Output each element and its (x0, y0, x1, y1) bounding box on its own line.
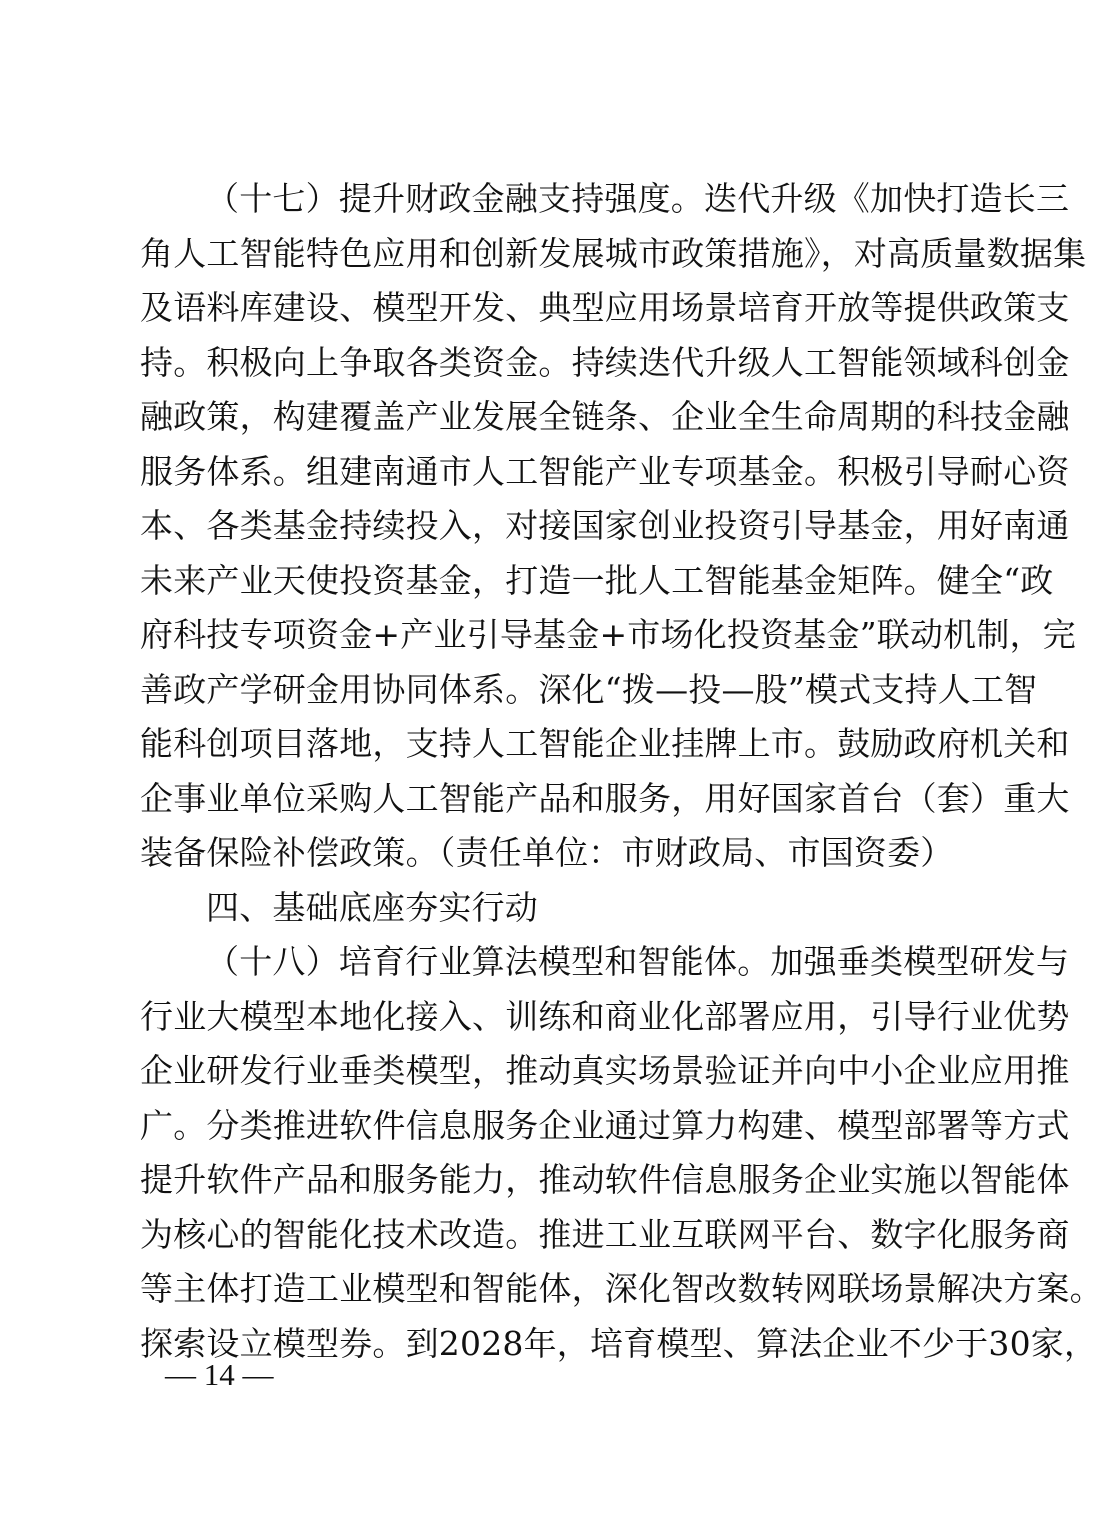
text-line: 广。分类推进软件信息服务企业通过算力构建、模型部署等方式 (140, 1105, 1070, 1145)
text-line: 企事业单位采购人工智能产品和服务，用好国家首台（套）重大 (140, 778, 1070, 818)
text-line: 探索设立模型券。到2028年，培育模型、算法企业不少于30家， (140, 1323, 1098, 1363)
text-line: 装备保险补偿政策。（责任单位：市财政局、市国资委） (140, 833, 954, 872)
text-line: 未来产业天使投资基金，打造一批人工智能基金矩阵。健全“政 (140, 560, 1054, 600)
text-line: 行业大模型本地化接入、训练和商业化部署应用，引导行业优势 (140, 996, 1070, 1036)
text-line: 企业研发行业垂类模型，推动真实场景验证并向中小企业应用推 (140, 1051, 1070, 1090)
text-line: 服务体系。组建南通市人工智能产业专项基金。积极引导耐心资 (140, 451, 1070, 491)
text-line: 本、各类基金持续投入，对接国家创业投资引导基金，用好南通 (140, 506, 1070, 545)
body-text (140, 172, 1103, 1371)
text-line: 持。积极向上争取各类资金。持续迭代升级人工智能领域科创金 (140, 342, 1070, 382)
text-line: 能科创项目落地，支持人工智能企业挂牌上市。鼓励政府机关和 (140, 724, 1070, 763)
text-line: 及语料库建设、模型开发、典型应用场景培育开放等提供政策支 (140, 288, 1070, 327)
text-line: 善政产学研金用协同体系。深化“拨—投—股”模式支持人工智 (140, 669, 1038, 709)
text-line: 提升软件产品和服务能力，推动软件信息服务企业实施以智能体 (140, 1160, 1070, 1199)
text-line: 融政策，构建覆盖产业发展全链条、企业全生命周期的科技金融 (140, 397, 1070, 436)
text-line: 府科技专项资金+产业引导基金+市场化投资基金”联动机制，完 (140, 615, 1076, 654)
text-line: 角人工智能特色应用和创新发展城市政策措施》，对高质量数据集 (140, 233, 1087, 273)
text-line: （十七）提升财政金融支持强度。迭代升级《加快打造长三 (206, 179, 1070, 218)
page-number: — 14 — (165, 1357, 274, 1392)
text-line: （十八）培育行业算法模型和智能体。加强垂类模型研发与 (206, 942, 1070, 981)
text-line: 等主体打造工业模型和智能体，深化智改数转网联场景解决方案。 (140, 1269, 1103, 1308)
section-heading: 四、基础底座夯实行动 (206, 887, 538, 927)
text-line: 为核心的智能化技术改造。推进工业互联网平台、数字化服务商 (140, 1214, 1070, 1254)
